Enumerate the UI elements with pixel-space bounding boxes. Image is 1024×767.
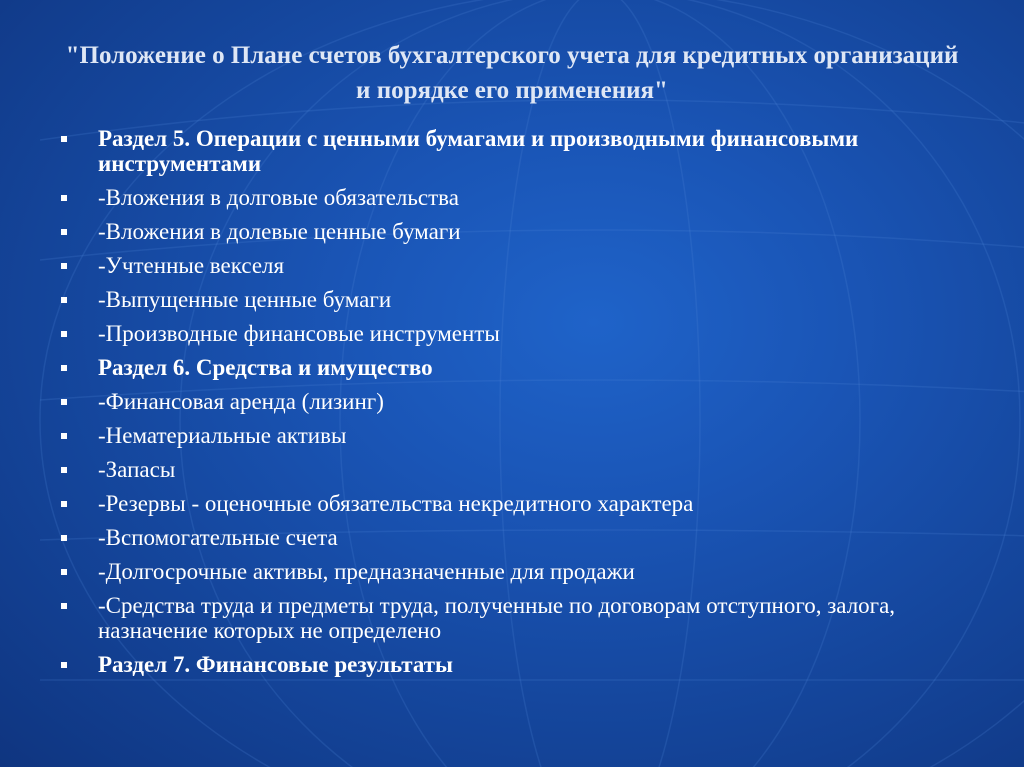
square-bullet-icon <box>61 535 67 541</box>
list-item <box>55 253 955 278</box>
list-item <box>55 219 955 244</box>
square-bullet-icon <box>61 263 67 269</box>
list-item-text: -Финансовая аренда (лизинг) <box>98 389 384 414</box>
list-item-text: -Средства труда и предметы труда, полученные по договорам отступного, залога, назначение которых не определено <box>98 593 896 643</box>
list-item-text: Раздел 7. Финансовые результаты <box>98 652 453 677</box>
square-bullet-icon <box>61 365 67 371</box>
square-bullet-icon <box>61 399 67 405</box>
list-item-text: -Резервы - оценочные обязательства некредитного характера <box>98 491 694 516</box>
section-heading-item <box>55 652 955 677</box>
list-item <box>55 559 955 584</box>
list-item-text: -Запасы <box>98 457 176 482</box>
list-item-text: -Долгосрочные активы, предназначенные для продажи <box>98 559 635 584</box>
bullet-list <box>55 126 955 686</box>
list-item <box>55 593 955 643</box>
square-bullet-icon <box>61 195 67 201</box>
list-item-text: -Учтенные векселя <box>98 253 285 278</box>
list-item-text: -Вложения в долговые обязательства <box>98 185 459 210</box>
list-item-text: -Производные финансовые инструменты <box>98 321 500 346</box>
list-item-text: Раздел 5. Операции с ценными бумагами и производными финансовыми инструментами <box>98 126 859 176</box>
list-item <box>55 389 955 414</box>
square-bullet-icon <box>61 297 67 303</box>
square-bullet-icon <box>61 662 67 668</box>
square-bullet-icon <box>61 331 67 337</box>
list-item <box>55 185 955 210</box>
list-item-text: -Нематериальные активы <box>98 423 347 448</box>
square-bullet-icon <box>61 569 67 575</box>
square-bullet-icon <box>61 467 67 473</box>
section-heading-item <box>55 355 955 380</box>
list-item <box>55 321 955 346</box>
section-heading-item <box>55 126 955 176</box>
square-bullet-icon <box>61 433 67 439</box>
square-bullet-icon <box>61 136 67 142</box>
list-item <box>55 457 955 482</box>
list-item-text: -Вспомогательные счета <box>98 525 338 550</box>
list-item <box>55 287 955 312</box>
list-item-text: -Выпущенные ценные бумаги <box>98 287 392 312</box>
list-item-text: -Вложения в долевые ценные бумаги <box>98 219 461 244</box>
list-item <box>55 423 955 448</box>
square-bullet-icon <box>61 229 67 235</box>
list-item <box>55 525 955 550</box>
square-bullet-icon <box>61 501 67 507</box>
list-item <box>55 491 955 516</box>
square-bullet-icon <box>61 603 67 609</box>
list-item-text: Раздел 6. Средства и имущество <box>98 355 433 380</box>
slide-title: "Положение о Плане счетов бухгалтерского учета для кредитных организаций и порядке его применения" <box>65 42 959 104</box>
